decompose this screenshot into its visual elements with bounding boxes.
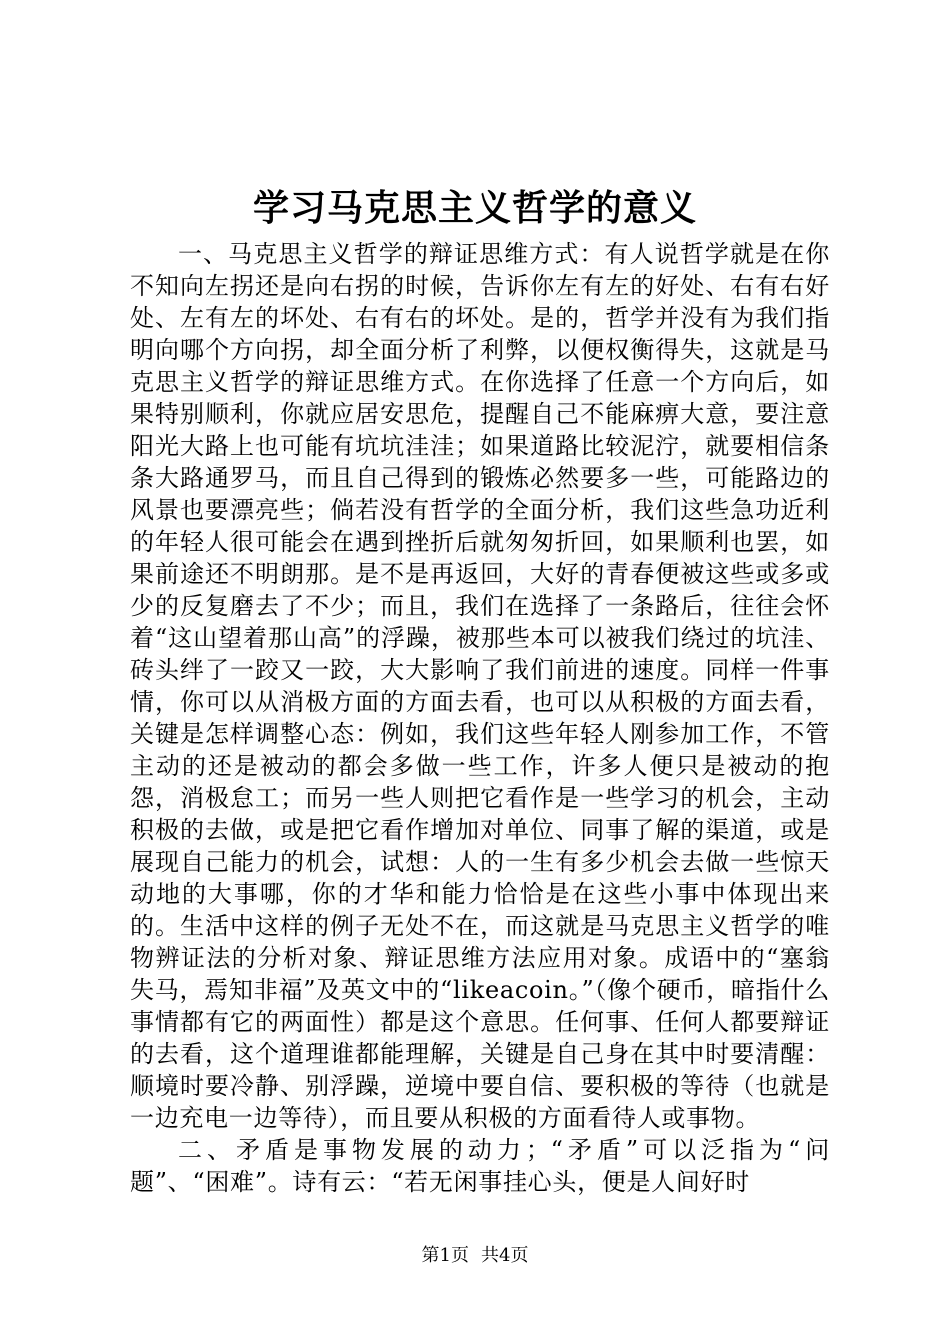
paragraph-contradiction: 二、矛盾是事物发展的动力；“矛盾”可以泛指为“问题”、“困难”。诗有云：“若无闲事挂心头，便是人间好时 xyxy=(130,1136,830,1196)
page-footer xyxy=(0,1244,950,1268)
document-title: 学习马克思主义哲学的意义 xyxy=(252,187,697,229)
document-body xyxy=(130,238,830,1198)
page-total: 共4页 xyxy=(481,1245,529,1266)
paragraph-dialectical-thinking: 一、马克思主义哲学的辩证思维方式：有人说哲学就是在你不知向左拐还是向右拐的时候，告诉你左有左的好处、右有右好处、左有左的坏处、右有右的坏处。是的，哲学并没有为我们指明向哪个方向拐，却全面分析了利弊，以便权衡得失，这就是马克思主义哲学的辩证思维方式。在你选择了任意一个方向后，如果特别顺利，你就应居安思危，提醒自己不能麻痹大意，要注意阳光大路上也可能有坑坑洼洼；如果道路比较泥泞，就要相信条条大路通罗马，而且自己得到的锻炼必然要多一些，可能路边的风景也要漂亮些；倘若没有哲学的全面分析，我们这些急功近利的年轻人很可能会在遇到挫折后就匆匆折回，如果顺利也罢，如果前途还不明朗那。是不是再返回，大好的青春便被这些或多或少的反复磨去了不少；而且，我们在选择了一条路后，往往会怀着“这山望着那山高”的浮躁，被那些本可以被我们绕过的坑洼、砖头绊了一跤又一跤，大大影响了我们前进的速度。同样一件事情，你可以从消极方面的方面去看，也可以从积极的方面去看，关键是怎样调整心态：例如，我们这些年轻人刚参加工作，不管主动的还是被动的都会多做一些工作，许多人便只是被动的抱怨，消极怠工；而另一些人则把它看作是一些学习的机会，主动积极的去做，或是把它看作增加对单位、同事了解的渠道，或是展现自己能力的机会，试想：人的一生有多少机会去做一些惊天动地的大事哪，你的才华和能力恰恰是在这些小事中体现出来的。生活中这样的例子无处不在，而这就是马克思主义哲学的唯物辨证法的分析对象、辩证思维方法应用对象。成语中的“塞翁失马，焉知非福”及英文中的“likeacoin。”（像个硬币，暗指什么事情都有它的两面性）都是这个意思。任何事、任何人都要辩证的去看，这个道理谁都能理解，关键是自己身在其中时要清醒：顺境时要冷静、别浮躁，逆境中要自信、要积极的等待（也就是一边充电一边等待），而且要从积极的方面看待人或事物。 xyxy=(130,240,830,1132)
page-number: 第1页 xyxy=(421,1245,469,1266)
